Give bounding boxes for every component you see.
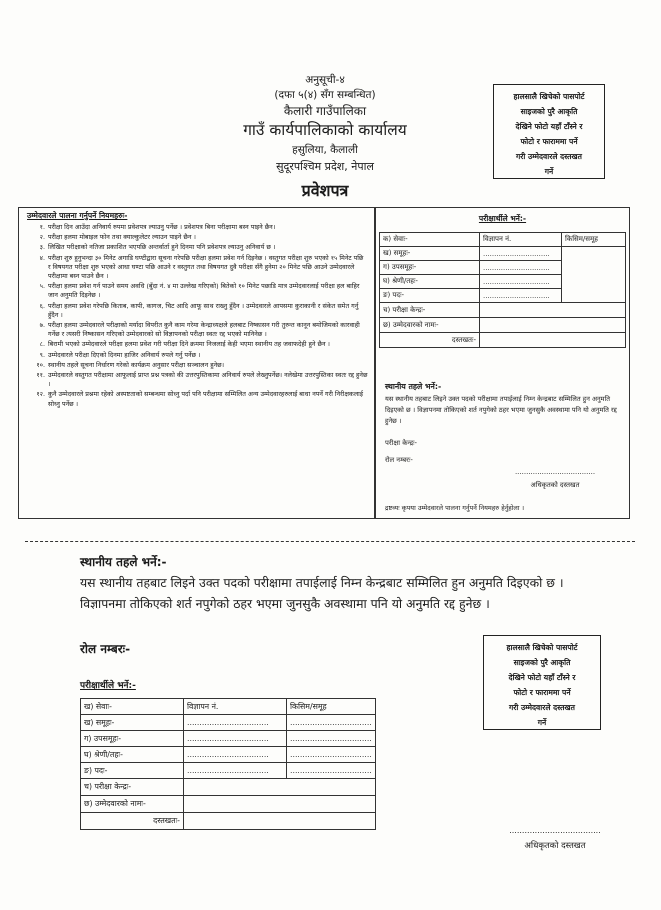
rule-item: ५. परीक्षा हलमा प्रवेश गर्न पाउने समय अवधि (बुँदा नं. ४ मा उल्लेख गरिएको) बितेको १० मिनेट पछाडि मात्र उम्मेदवारलाई परीक्षा हल बाहिर जान अनुमति दिइनेछ ।: [39, 282, 360, 300]
signature-field[interactable]: [184, 813, 376, 830]
photo-instruction-line: साइजको पुरै आकृति: [520, 107, 578, 116]
local-body-heading: स्थानीय तहले भर्ने:-: [80, 555, 167, 569]
photo-instruction-line: गरी उम्मेदवारले दस्तखत: [516, 152, 582, 161]
candidate-name-field[interactable]: [480, 318, 626, 333]
col-header-kisim: किसिम/समूह: [287, 699, 376, 715]
rule-item: ४. परीक्षा शुरु हुनुभन्दा ३० मिनेट अगाडि घण्टीद्वारा सूचना गरेपछि परीक्षा हलमा प्रवेश गर्न दिइनेछ । वस्तुगत परीक्षा शुरु भएको १५ मिनेट पछि र विषयगत परीक्षा शुरु भएको आधा घण्टा पछि आउने र वस्तुगत तथा विषयगत दुवै परीक्षा सँगै हुनेमा २० मिनेट पछि आउने उम्मेदवारले परीक्षामा बस्न पाउने छैन ।: [39, 253, 364, 281]
candidate-form-table-bottom: [80, 698, 376, 830]
form-label: ग) उपसमूहः-: [380, 261, 480, 275]
officer-signature-label-top: अधिकृतको दस्तखत: [530, 481, 580, 489]
photo-placeholder-top: [493, 84, 605, 179]
photo-instruction-line: गर्ने: [544, 167, 554, 176]
photo-instruction-line: फोटो र फाराममा पर्ने: [520, 137, 578, 146]
form-field[interactable]: [562, 247, 626, 303]
form-field[interactable]: .................................: [184, 715, 287, 731]
form-label: ङ) पदः-: [81, 763, 184, 779]
form-label: ख) समूहः-: [380, 247, 480, 261]
rule-item: ८. बिरामी भएको उम्मेदवारले परीक्षा हलमा प्रवेश गरी परीक्षा दिने क्रममा निजलाई केही भएमा स्थानीय तह जवाफदेही हुने छैन ।: [39, 340, 330, 349]
signature-line-bottom: ....................................: [509, 826, 601, 835]
photo-placeholder-bottom: [483, 635, 601, 730]
form-label: दस्तखतः-: [81, 813, 184, 830]
form-label: ख) सेवाः-: [81, 699, 184, 715]
form-label: ग) उपसमूहः-: [81, 731, 184, 747]
col-header-kisim: किसिम/समूह: [562, 233, 626, 247]
form-label: च) परीक्षा केन्द्रः-: [380, 303, 480, 318]
roll-number-label-top: रोल नम्बरः-: [385, 456, 413, 464]
form-field[interactable]: .................................: [287, 715, 376, 731]
admit-card-title: प्रवेशपत्र: [301, 181, 349, 200]
form-field[interactable]: .................................: [287, 747, 376, 763]
municipality-name: कैलारी गाउँपालिका: [283, 104, 367, 118]
col-header-vigyapan: विज्ञापन नं.: [480, 233, 562, 247]
rules-list: [19, 223, 374, 409]
form-label: ख) समूहः-: [81, 715, 184, 731]
form-label: घ) श्रेणी/तहः-: [81, 747, 184, 763]
note-text: द्रष्टव्यः कृपया उम्मेदवारले पालना गर्नुपर्ने नियमहरु हेर्नुहोला ।: [385, 504, 525, 512]
local-body-text-top: यस स्थानीय तहबाट लिइने उक्त पदको परीक्षामा तपाईलाई निम्न केन्द्रबाट सम्मिलित हुन अनुमति दिइएको छ । विज्ञापनमा तोकिएको शर्त नपुगेको ठहर भएमा जुनसुकै अवस्थामा पनि यो अनुमति रद्द हुनेछ ।: [385, 395, 617, 425]
form-field[interactable]: ..............................: [480, 275, 562, 289]
rule-item: १०. स्थानीय तहले सूचना निर्धारण गरेको कार्यक्रम अनुसार परीक्षा सञ्चालन हुनेछ।: [36, 360, 225, 369]
address-line-2: सुदूरपश्चिम प्रदेश, नेपाल: [276, 160, 374, 173]
form-field[interactable]: ..............................: [480, 289, 562, 303]
form-field[interactable]: .................................: [287, 731, 376, 747]
photo-instruction-line: साइजको पुरै आकृति: [513, 658, 571, 667]
officer-signature-label-bottom: अधिकृतको दस्तखत: [524, 841, 586, 851]
schedule-label: अनुसूची-४: [305, 74, 345, 86]
form-field[interactable]: .................................: [287, 763, 376, 779]
candidate-form-heading-bottom: परीक्षार्थीले भर्ने:-: [80, 681, 136, 691]
form-label: ङ) पदः-: [380, 289, 480, 303]
form-label: क) सेवाः-: [380, 233, 480, 247]
rules-heading: उम्मेदवारले पालना गर्नुपर्ने नियमहरुः-: [27, 211, 128, 220]
photo-instruction-line: गर्ने: [537, 718, 547, 727]
exam-center-field[interactable]: [184, 779, 376, 796]
local-body-text: यस स्थानीय तहबाट लिइने उक्त पदको परीक्षामा तपाईलाई निम्न केन्द्रबाट सम्मिलित हुन अनुमति दिइएको छ । विज्ञापनमा तोकिएको शर्त नपुगेको ठहर भएमा जुनसुकै अवस्थामा पनि यो अनुमति रद्द हुनेछ ।: [80, 575, 564, 611]
form-field[interactable]: ..............................: [480, 247, 562, 261]
candidate-name-field[interactable]: [184, 796, 376, 813]
form-field[interactable]: .................................: [184, 763, 287, 779]
rule-item: ७. परीक्षा हलमा उम्मेदवारले परीक्षाको मर्यादा विपरीत कुनै काम गरेमा केन्द्राध्यक्षले हलबाट निष्कासन गरी तुरुन्त कानून बमोजिमको कारवाही गर्नेछ र त्यसरी निष्कासन गरिएको उम्मेदवारको सो विज्ञापनको परीक्षा स्वतः रद्द भएको मानिनेछ ।: [39, 321, 360, 339]
candidate-form-heading: परीक्षार्थीले भर्ने:-: [478, 214, 527, 223]
form-label: दस्तखतः-: [380, 333, 480, 348]
rule-item: ११. उम्मेदवारले वस्तुगत परीक्षामा आफूलाई प्राप्त प्रश्न पत्रको की उत्तरपुस्तिकामा अनिवार्य रुपले लेख्नुपर्नेछ। नलेखेमा उत्तरपुस्तिका स्वतः रद्द हुनेछ ।: [36, 371, 368, 389]
photo-instruction-line: फोटो र फाराममा पर्ने: [513, 688, 571, 697]
signature-line-top: ....................................: [514, 468, 596, 476]
form-field[interactable]: .................................: [184, 747, 287, 763]
photo-instruction-line: हालसालै खिचेको पासपोर्ट: [506, 643, 578, 652]
photo-instruction-line: देखिने फोटो यहाँ टाँस्ने र: [508, 673, 576, 682]
form-field[interactable]: ..............................: [480, 261, 562, 275]
rule-item: ६. परीक्षा हलमा प्रवेश गरेपछि किताब, कापी, कागज, चिट आदि आफू साथ राख्नु हुँदैन । उम्मेदवारले आपसमा कुराकानी र संकेत समेत गर्नु हुँदैन ।: [39, 301, 359, 319]
rule-item: १२. कुनै उम्मेदवारले प्रश्नमा रहेको अस्पष्टताको सम्बन्धमा सोध्नु पर्दा पनि परीक्षामा सम्मिलित अन्य उम्मेदवारहरुलाई बाधा नपर्ने गरी निरीक्षकलाई सोध्नु पर्नेछ ।: [36, 390, 363, 408]
local-body-heading-top: स्थानीय तहले भर्ने:-: [385, 382, 442, 391]
cut-line: [25, 541, 635, 542]
rule-item: ९. उम्मेदवारले परीक्षा दिएको दिनमा हाजिर अनिवार्य रुपले गर्नु पर्नेछ ।: [39, 350, 201, 359]
section-reference: (दफा ५(४) सँग सम्बन्धित): [274, 89, 376, 101]
form-label: छ) उम्मेदवारको नामः-: [380, 318, 480, 333]
form-label: च) परीक्षा केन्द्रः-: [81, 779, 184, 796]
candidate-form-table-top: [379, 232, 626, 348]
rule-item: ३. लिखित परीक्षाको नतिजा प्रकाशित भएपछि अन्तर्वार्ता हुने दिनमा पनि प्रवेशपत्र ल्याउनु अनिवार्य छ ।: [39, 243, 276, 252]
roll-number-label: रोल नम्बरः-: [80, 642, 131, 656]
address-line-1: हसुलिया, कैलाली: [292, 144, 358, 156]
form-label: छ) उम्मेदवारको नामः-: [81, 796, 184, 813]
form-field[interactable]: .................................: [184, 731, 287, 747]
rules-panel: [18, 207, 375, 519]
signature-field[interactable]: [480, 333, 626, 348]
exam-center-label: परीक्षा केन्द्रः-: [385, 439, 417, 447]
form-label: घ) श्रेणी/तहः-: [380, 275, 480, 289]
photo-instruction-line: गरी उम्मेदवारले दस्तखत: [509, 703, 575, 712]
exam-center-field[interactable]: [480, 303, 626, 318]
col-header-vigyapan: विज्ञापन नं.: [184, 699, 287, 715]
rule-item: १. परीक्षा दिन आउँदा अनिवार्य रुपमा प्रवेशपत्र ल्याउनु पर्नेछ । प्रवेशपत्र बिना परीक्षामा बस्न पाइने छैन।: [39, 223, 276, 231]
photo-instruction-line: हालसालै खिचेको पासपोर्ट: [513, 92, 585, 101]
photo-instruction-line: देखिने फोटो यहाँ टाँस्ने र: [515, 122, 583, 131]
office-name: गाउँ कार्यपालिकाको कार्यालय: [243, 121, 407, 139]
rule-item: २. परीक्षा हलमा मोबाइल फोन तथा क्याल्कुलेटर ल्याउन पाइने छैन ।: [39, 233, 196, 242]
